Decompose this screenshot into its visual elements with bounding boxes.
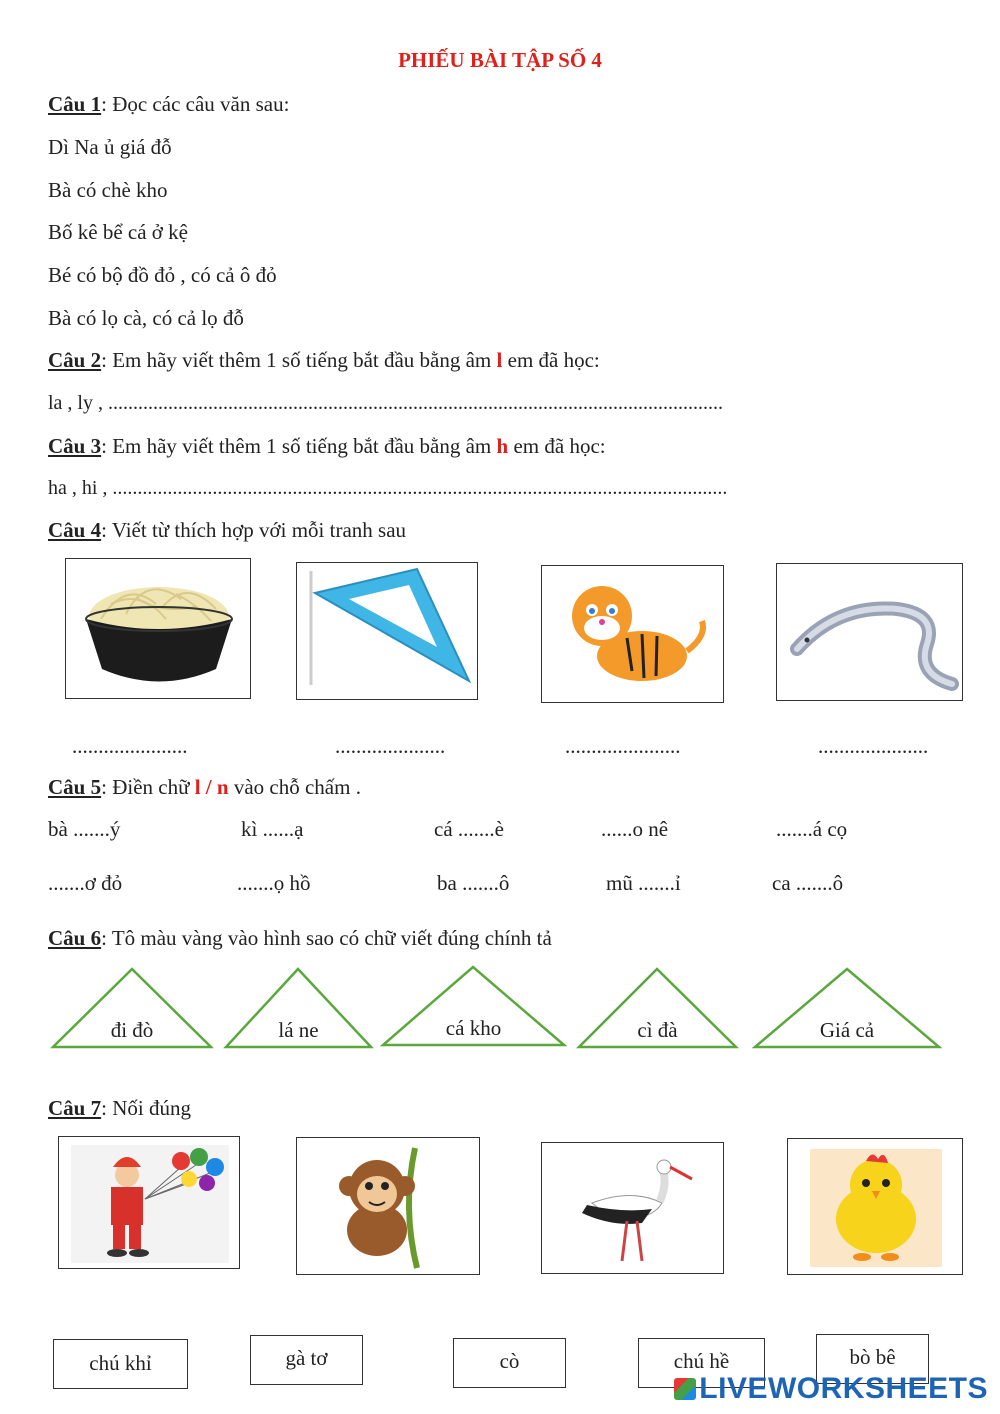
bean-sprouts-picture — [65, 558, 251, 699]
q5-label: Câu 5 — [48, 775, 102, 799]
q1-line-5: Bà có lọ cà, có cả lọ đỗ — [48, 306, 244, 330]
chick-picture[interactable] — [787, 1138, 963, 1275]
q1-line-3: Bố kê bể cá ở kệ — [48, 220, 188, 244]
stork-picture[interactable] — [541, 1142, 724, 1274]
q1-line-1: Dì Na ủ giá đỗ — [48, 135, 172, 159]
q5-item[interactable]: cá .......è — [434, 817, 504, 841]
q6-text: : Tô màu vàng vào hình sao có chữ viết đúng chính tả — [101, 926, 552, 950]
set-square-picture — [296, 562, 478, 700]
q1-text: : Đọc các câu văn sau: — [101, 92, 290, 116]
q5-item[interactable]: .......á cọ — [776, 817, 848, 841]
q3-letter: h — [496, 434, 509, 458]
eel-picture — [776, 563, 963, 701]
q2-letter: l — [496, 348, 503, 372]
word-card[interactable]: chú khỉ — [53, 1339, 188, 1389]
q1-line-2: Bà có chè kho — [48, 178, 168, 202]
q4-blank-3[interactable]: ...................... — [565, 734, 681, 758]
liveworksheets-logo: LIVEWORKSHEETS — [674, 1372, 988, 1406]
logo-mark-icon — [674, 1378, 696, 1400]
q2-text-after: em đã học: — [502, 348, 600, 372]
q2-answer-line[interactable]: la , ly , ........................................................................................................................... — [48, 392, 723, 414]
q4-label: Câu 4 — [48, 518, 102, 542]
q5-text-before: : Điền chữ — [101, 775, 195, 799]
q1-heading — [48, 92, 289, 117]
triangle-label: lá ne — [278, 1018, 319, 1042]
q4-blank-1[interactable]: ...................... — [72, 734, 188, 758]
q5-heading — [48, 775, 361, 800]
triangle-label: cì đà — [637, 1018, 678, 1042]
q3-label: Câu 3 — [48, 434, 102, 458]
triangle-label: đi đò — [110, 1018, 154, 1042]
tiger-picture — [541, 565, 724, 703]
q4-blank-4[interactable]: ..................... — [818, 734, 929, 758]
q4-blank-2[interactable]: ..................... — [335, 734, 446, 758]
q3-text-after: em đã học: — [508, 434, 606, 458]
q5-item[interactable]: .......ọ hồ — [237, 871, 311, 895]
word-card[interactable]: gà tơ — [250, 1335, 363, 1385]
q5-text-after: vào chỗ chấm . — [228, 775, 361, 799]
q6-heading — [48, 926, 552, 951]
q4-text: : Viết từ thích hợp với mỗi tranh sau — [101, 518, 407, 542]
q7-label: Câu 7 — [48, 1096, 102, 1120]
word-card[interactable]: bò bê — [816, 1334, 929, 1384]
q2-heading — [48, 348, 600, 373]
q3-answer-line[interactable]: ha , hi , ........................................................................................................................... — [48, 477, 728, 499]
word-card[interactable]: cò — [453, 1338, 566, 1388]
q3-text-before: : Em hãy viết thêm 1 số tiếng bắt đầu bằng âm — [101, 434, 497, 458]
q5-letters: l / n — [194, 775, 229, 799]
q1-label: Câu 1 — [48, 92, 102, 116]
q5-item[interactable]: bà .......ý — [48, 817, 121, 841]
q5-item[interactable]: kì ......ạ — [241, 817, 304, 841]
q7-text: : Nối đúng — [101, 1096, 191, 1120]
q4-heading — [48, 518, 406, 543]
q3-heading — [48, 434, 606, 459]
clown-picture[interactable] — [58, 1136, 240, 1269]
page-title: PHIẾU BÀI TẬP SỐ 4 — [398, 48, 602, 72]
q5-item[interactable]: ba .......ô — [437, 871, 510, 895]
q5-item[interactable]: mũ .......ỉ — [606, 871, 681, 895]
q5-item[interactable]: ca .......ô — [772, 871, 844, 895]
q2-text-before: : Em hãy viết thêm 1 số tiếng bắt đầu bằng âm — [101, 348, 497, 372]
word-card[interactable]: chú hề — [638, 1338, 765, 1388]
triangle-label: Giá cả — [819, 1018, 875, 1042]
q7-heading — [48, 1096, 191, 1121]
triangle-label: cá kho — [445, 1016, 502, 1040]
monkey-picture[interactable] — [296, 1137, 480, 1275]
q1-line-4: Bé có bộ đồ đỏ , có cả ô đỏ — [48, 263, 277, 287]
q5-item[interactable]: ......o nê — [601, 817, 669, 841]
q6-label: Câu 6 — [48, 926, 102, 950]
q5-item[interactable]: .......ơ đỏ — [48, 871, 123, 895]
q2-label: Câu 2 — [48, 348, 102, 372]
